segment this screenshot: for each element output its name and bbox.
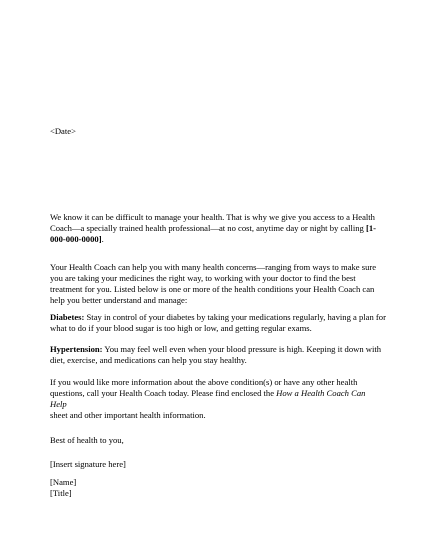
intro-text: We know it can be difficult to manage your health. That is why we give you access to a Health Coach—a specially trained health professional—at no cost, anytime day or night by calling [50, 212, 375, 233]
hypertension-label: Hypertension: [50, 344, 103, 354]
date-placeholder: <Date> [50, 126, 76, 136]
hypertension-text: You may feel well even when your blood pressure is high. Keeping it down with diet, exercise, and medications can help you stay healthy. [50, 344, 382, 365]
phone-number: [1-000-000-0000] [50, 223, 377, 244]
signature-placeholder: [Insert signature here] [50, 459, 126, 469]
intro-paragraph [50, 212, 386, 245]
diabetes-text: Stay in control of your diabetes by taking your medications regularly, having a plan for what to do if your blood sugar is too high or low, and getting regular exams. [50, 312, 386, 333]
enclosed-doc-title: How a Health Coach Can Help [50, 388, 366, 409]
more-info-text: If you would like more information about the above condition(s) or have any other health questions, call your Health Coach today. Please find enclosed the [50, 377, 358, 398]
coach-paragraph: Your Health Coach can help you with many health concerns—ranging from ways to make sure you are taking your medicines the right way, to working with your doctor to find the best treatment for you. Listed below is one or more of the health conditions your Health Coach can help you better understand and manage: [50, 262, 377, 305]
intro-end: . [101, 234, 104, 244]
title-placeholder: [Title] [50, 488, 72, 498]
diabetes-label: Diabetes: [50, 312, 85, 322]
more-info-paragraph [50, 377, 380, 421]
more-info-end: sheet and other important health information. [50, 410, 206, 420]
name-placeholder: [Name] [50, 477, 77, 487]
hypertension-paragraph [50, 344, 386, 366]
diabetes-paragraph [50, 312, 386, 334]
closing-line: Best of health to you, [50, 435, 124, 445]
